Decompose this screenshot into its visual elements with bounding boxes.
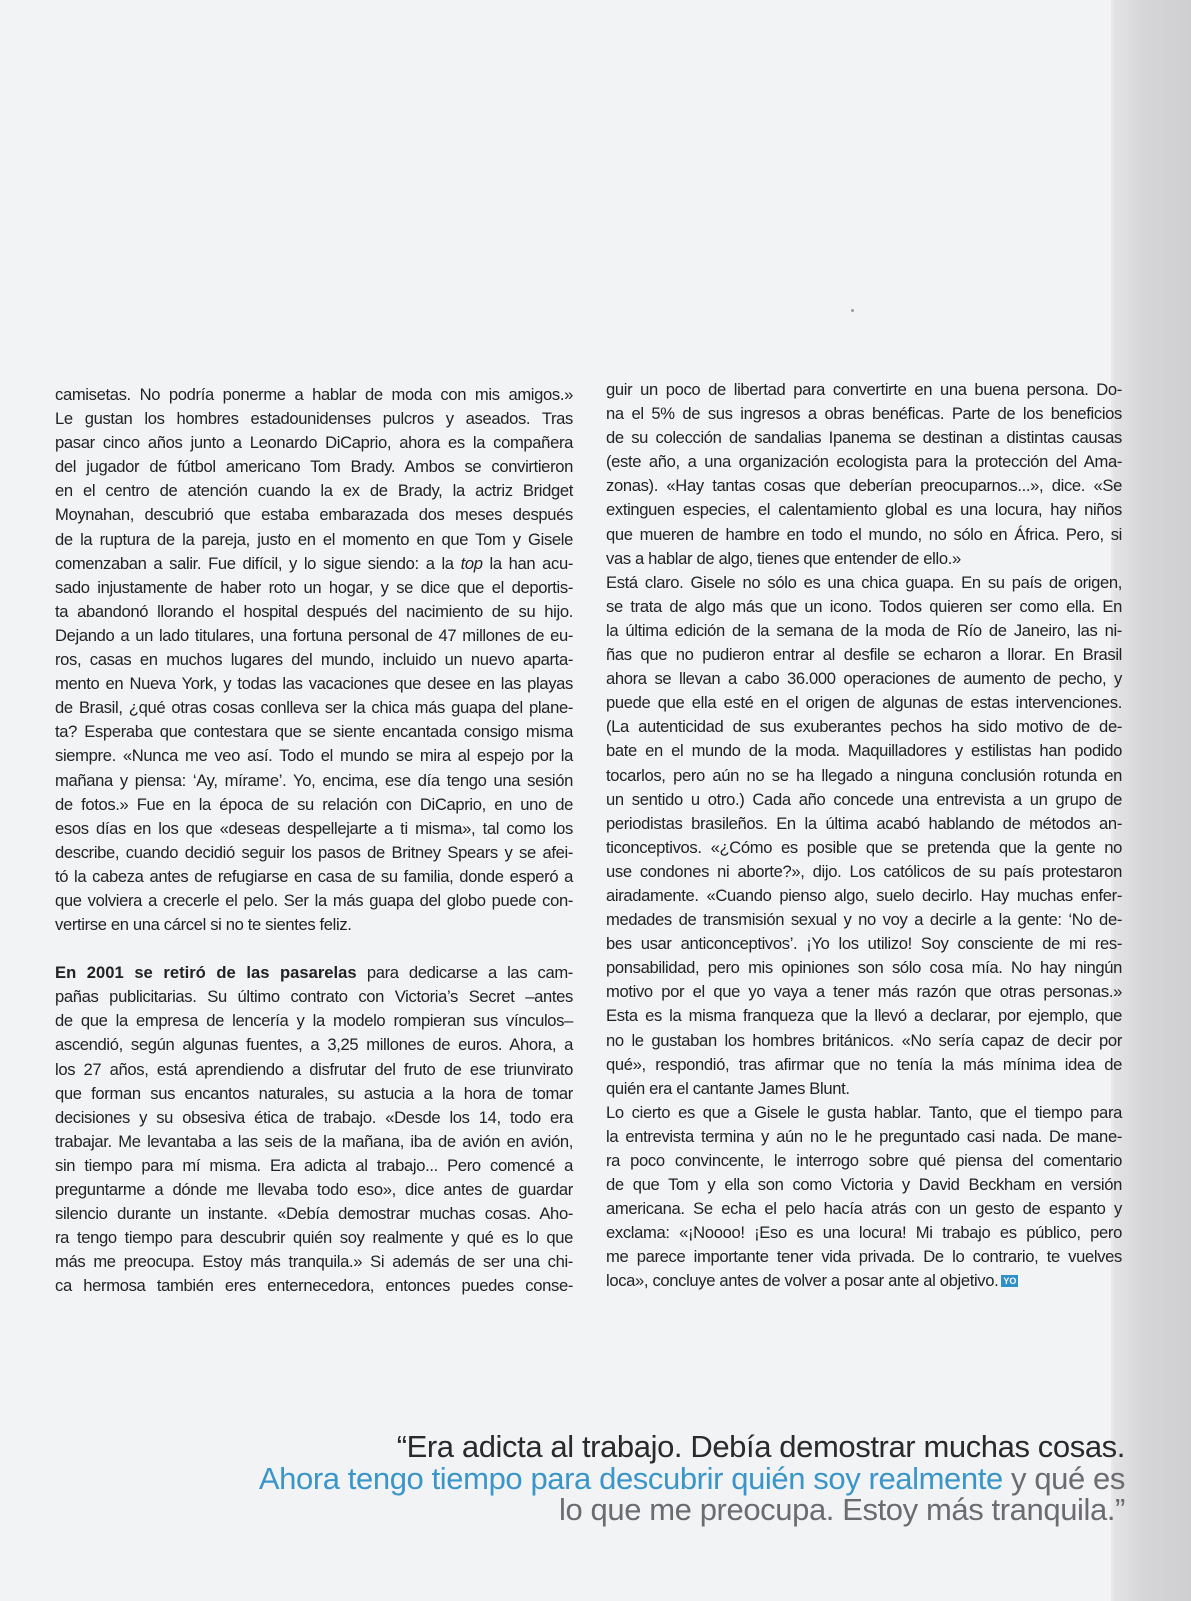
text-line: medades de transmisión sexual y no voy a decirle a la gente: ‘No de- (606, 910, 1122, 930)
text-line: extinguen especies, el calentamiento global es una locura, hay niños (606, 500, 1122, 520)
text-line: quién era el cantante James Blunt. (606, 1078, 850, 1098)
text-line-with-italic (55, 552, 573, 576)
pull-quote (125, 1431, 1125, 1526)
text-fragment: comenzaban a salir. Fue difícil, y lo sigue siendo: a la (55, 553, 461, 573)
article-left-column (55, 383, 573, 1298)
text-line: puede que ella esté en el origen de algunas de estas intervenciones. (606, 693, 1122, 713)
text-line: los 27 años, está aprendiendo a disfrutar del fruto de ese triunvirato (55, 1059, 573, 1079)
text-line: de Brasil, ¿qué otras cosas conlleva ser la chica más guapa del plane- (55, 698, 573, 718)
right-paragraph-2 (606, 571, 1122, 1101)
text-line: ros, casas en muchos lugares del mundo, incluido un nuevo aparta- (55, 650, 573, 670)
text-line: que mueren de hambre en todo el mundo, no sólo en África. Pero, si (606, 524, 1122, 544)
text-line: del jugador de fútbol americano Tom Brady. Ambos se convirtieron (55, 457, 573, 477)
text-line: ta abandonó llorando el hospital después del nacimiento de su hijo. (55, 601, 573, 621)
text-line: bes usar anticonceptivos’. ¡Yo los utilizo! Soy consciente de mi res- (606, 934, 1122, 954)
text-line: la última edición de la semana de la moda de Río de Janeiro, las ni- (606, 620, 1122, 640)
left-paragraph-2 (55, 961, 573, 1298)
text-fragment: para dedicarse a las cam- (356, 963, 573, 983)
pull-quote-line-3: lo que me preocupa. Estoy más tranquila.” (558, 1492, 1125, 1527)
text-line: vertirse en una cárcel si no te sientes feliz. (55, 915, 352, 935)
pull-quote-text: y qué es (1002, 1460, 1125, 1496)
page-edge-shadow (1113, 0, 1191, 1601)
text-line: Moynahan, descubrió que estaba embarazada dos meses después (55, 505, 573, 525)
text-line: sin tiempo para mí misma. Era adicta al trabajo... Pero comencé a (55, 1155, 573, 1175)
pull-quote-highlight: Ahora tengo tiempo para descubrir quién soy realmente (258, 1460, 1003, 1496)
article-right-column (606, 378, 1122, 1294)
pull-quote-line-1: “Era adicta al trabajo. Debía demostrar muchas cosas. (396, 1429, 1125, 1464)
text-line: ta? Esperaba que contestara que se siente encantada consigo misma (55, 722, 573, 742)
text-line: camisetas. No podría ponerme a hablar de moda con mis amigos.» (55, 385, 573, 404)
text-line: qué», respondió, tras afirmar que no tenía la más mínima idea de (606, 1054, 1122, 1074)
text-line: periodistas brasileños. En la última acabó hablando de métodos an- (606, 813, 1122, 833)
text-line: de su colección de sandalias Ipanema se destinan a distintas causas (606, 428, 1122, 448)
text-line: (este año, a una organización ecologista para la protección del Ama- (606, 452, 1122, 472)
text-line-with-lead (55, 961, 573, 985)
right-paragraph-1 (606, 378, 1122, 571)
text-line: decisiones y su obsesiva ética de trabajo. «Desde los 14, todo era (55, 1107, 573, 1127)
text-line: en el centro de atención cuando la ex de Brady, la actriz Bridget (55, 481, 573, 501)
text-line: pasar cinco años junto a Leonardo DiCaprio, ahora es la compañera (55, 433, 573, 453)
text-line: airadamente. «Cuando pienso algo, suelo decirlo. Hay muchas enfer- (606, 885, 1122, 905)
text-line: tó la cabeza antes de refugiarse en casa de su familia, donde esperó a (55, 866, 573, 886)
text-line: preguntarme a dónde me llevaba todo eso», dice antes de guardar (55, 1180, 573, 1199)
text-line: bate en el mundo de la moda. Maquilladores y estilistas han podido (606, 741, 1122, 761)
text-line: zonas). «Hay tantas cosas que deberían preocuparnos...», dice. «Se (606, 476, 1122, 496)
text-line: que volviera a crecerle el pelo. Ser la más guapa del globo puede con- (55, 890, 573, 910)
text-line: más me preocupa. Estoy más tranquila.» Si además de ser una chi- (55, 1252, 573, 1272)
italic-word-top: top (460, 553, 483, 573)
section-lead-in: En 2001 se retiró de las pasarelas (55, 963, 357, 983)
text-line: un sentido u otro.) Cada año concede una entrevista a un grupo de (606, 789, 1122, 809)
text-line: pañas publicitarias. Su último contrato con Victoria’s Secret –antes (55, 987, 573, 1007)
pull-quote-line-2 (125, 1460, 1125, 1496)
text-line: use condones ni aborte?», dijo. Los católicos de su país protestaron (606, 861, 1122, 881)
text-line: (La autenticidad de sus exuberantes pechos ha sido motivo de de- (606, 717, 1122, 737)
text-line: Esta es la misma franqueza que la llevó a declarar, por ejemplo, que (606, 1006, 1122, 1026)
left-paragraph-1 (55, 383, 573, 937)
text-line: mento en Nueva York, y todas las vacaciones que desee en las playas (55, 674, 573, 694)
text-line: tocarlos, pero aún no se ha llegado a ninguna conclusión rotunda en (606, 765, 1122, 785)
text-line: Lo cierto es que a Gisele le gusta hablar. Tanto, que el tiempo para (606, 1102, 1122, 1122)
text-line: na el 5% de sus ingresos a obras benéficas. Parte de los beneficios (606, 404, 1122, 424)
text-line: vas a hablar de algo, tienes que entender de ello.» (606, 548, 961, 568)
text-line: ahora se llevan a cabo 36.000 operaciones de aumento de pecho, y (606, 669, 1122, 689)
text-line: que forman sus encantos naturales, su astucia a la hora de tomar (55, 1083, 573, 1103)
text-line: se trata de algo más que un icono. Todos quieren ser como ella. En (606, 596, 1122, 616)
text-fragment: loca», concluye antes de volver a posar ante al objetivo. (606, 1271, 999, 1291)
text-line: ra poco convincente, le interrogo sobre qué piensa del comentario (606, 1151, 1122, 1170)
text-line: Está claro. Gisele no sólo es una chica guapa. En su país de origen, (606, 572, 1122, 592)
text-line: la entrevista termina y aún no le he preguntado casi nada. De mane- (606, 1126, 1122, 1146)
paragraph-gap (55, 937, 573, 961)
text-line: de que la empresa de lencería y la modelo rompieran sus vínculos– (55, 1011, 573, 1031)
text-line: sado injustamente de haber roto un hogar, y se dice que el deportis- (55, 577, 573, 597)
text-line: trabajar. Me levantaba a las seis de la mañana, iba de avión en avión, (55, 1131, 573, 1151)
text-line: americana. Se echa el pelo hacía atrás con un gesto de espanto y (606, 1199, 1122, 1219)
text-line: me parece importante tener vida privada. De lo contrario, te vuelves (606, 1247, 1122, 1267)
text-fragment: la han acu- (482, 553, 574, 573)
text-line: ca hermosa también eres enternecedora, entonces puedes conse- (55, 1276, 573, 1296)
text-line: motivo por el que yo vaya a tener más razón que otras personas.» (606, 982, 1122, 1002)
text-line: ñas que no pudieron entrar al desfile se echaron a llorar. En Brasil (606, 645, 1122, 665)
text-line: de fotos.» Fue en la época de su relación con DiCaprio, en uno de (55, 794, 573, 814)
text-line: siempre. «Nunca me veo así. Todo el mundo se mira al espejo por la (55, 746, 573, 766)
text-line: silencio durante un instante. «Debía demostrar muchas cosas. Aho- (55, 1204, 573, 1224)
text-line: ticonceptivos. «¿Cómo es posible que se pretenda que la gente no (606, 837, 1122, 857)
text-line: ascendió, según algunas fuentes, a 3,25 millones de euros. Ahora, a (55, 1035, 573, 1055)
text-line: describe, cuando decidió seguir los pasos de Britney Spears y se afei- (55, 842, 573, 862)
text-line: no le gustaban los hombres británicos. «No sería capaz de decir por (606, 1030, 1122, 1050)
end-mark-badge: YO (1003, 1276, 1017, 1287)
scan-dust-speck (851, 309, 854, 312)
final-text-line (606, 1269, 1122, 1293)
text-line: ponsabilidad, pero mis opiniones son sólo cosa mía. No hay ningún (606, 958, 1122, 978)
text-line: esos días en los que «deseas despellejarte a ti misma», tal como los (55, 818, 573, 838)
text-line: ra tengo tiempo para descubrir quién soy realmente y qué es lo que (55, 1228, 573, 1248)
text-line: mañana y piensa: ‘Ay, mírame’. Yo, encima, ese día tengo una sesión (55, 770, 573, 790)
text-line: de que Tom y ella son como Victoria y David Beckham en versión (606, 1175, 1122, 1195)
text-line: exclama: «¡Noooo! ¡Eso es una locura! Mi trabajo es público, pero (606, 1223, 1122, 1243)
text-line: Dejando a un lado titulares, una fortuna personal de 47 millones de eu- (55, 625, 573, 645)
text-line: Le gustan los hombres estadounidenses pulcros y aseados. Tras (55, 409, 573, 429)
text-line: guir un poco de libertad para convertirte en una buena persona. Do- (606, 380, 1122, 399)
right-paragraph-3 (606, 1101, 1122, 1294)
text-line: de la ruptura de la pareja, justo en el momento en que Tom y Gisele (55, 529, 573, 549)
